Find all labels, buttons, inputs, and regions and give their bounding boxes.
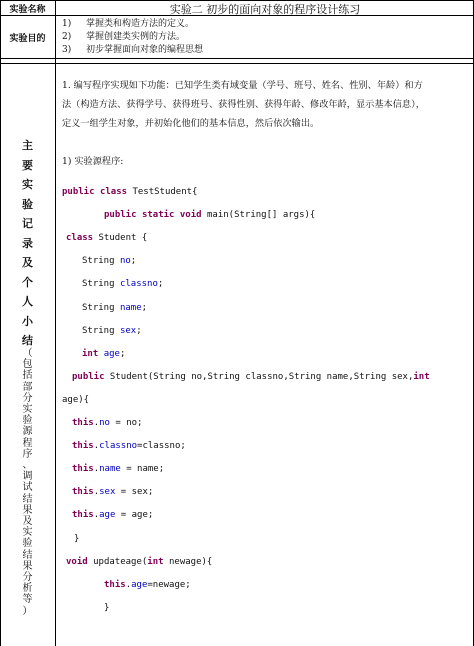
record-label-char: 验 bbox=[22, 197, 33, 211]
code-line bbox=[104, 603, 109, 613]
record-label-char: 及 bbox=[22, 256, 33, 269]
aim-text: 掌握类和构造方法的定义。 bbox=[86, 19, 195, 29]
aim-item bbox=[62, 16, 194, 29]
code-text: = sex; bbox=[115, 487, 154, 498]
code-line bbox=[72, 464, 164, 474]
code-line bbox=[72, 372, 430, 382]
code-field: name bbox=[99, 464, 121, 475]
code-keyword: int bbox=[413, 371, 430, 382]
record-note-char: 实 bbox=[22, 404, 33, 416]
record-note-char: 部 bbox=[22, 381, 33, 393]
code-text: = name; bbox=[120, 464, 165, 475]
table-row-divider bbox=[0, 63, 474, 64]
code-text: ; bbox=[130, 256, 137, 267]
record-label-char: 录 bbox=[22, 236, 33, 250]
code-field: classno bbox=[119, 279, 158, 290]
code-text: } bbox=[104, 602, 110, 613]
code-keyword: void bbox=[66, 556, 88, 567]
code-text: . bbox=[93, 441, 100, 452]
record-note-char: 序 bbox=[22, 448, 33, 460]
record-note-char: ） bbox=[22, 605, 33, 617]
code-line bbox=[104, 580, 191, 590]
aim-item bbox=[62, 29, 185, 42]
record-note-char: 源 bbox=[22, 426, 33, 438]
code-line bbox=[62, 395, 89, 405]
code-text: newage){ bbox=[163, 556, 213, 567]
code-text: . bbox=[93, 464, 100, 475]
code-field: classno bbox=[99, 441, 138, 452]
experiment-name-label: 实验名称 bbox=[9, 5, 46, 15]
code-line bbox=[62, 187, 197, 197]
code-text: Student(String no,String classno,String name,String sex, bbox=[104, 371, 414, 382]
record-note-char: 程 bbox=[22, 437, 33, 449]
record-label-char: 实 bbox=[22, 178, 33, 191]
experiment-title: 实验二 初步的面向对象的程序设计练习 bbox=[169, 3, 361, 16]
code-keyword: this bbox=[104, 579, 126, 590]
record-note-char: 析 bbox=[22, 583, 33, 595]
code-line bbox=[66, 233, 147, 243]
code-line bbox=[66, 557, 212, 567]
code-text: . bbox=[125, 579, 132, 590]
code-text: String bbox=[82, 279, 120, 290]
task-description bbox=[62, 76, 466, 133]
record-note-char: 、 bbox=[22, 460, 33, 472]
record-note-char: 等 bbox=[22, 594, 33, 606]
record-label bbox=[0, 136, 55, 351]
aim-number: 3) bbox=[62, 45, 72, 55]
record-note-char: 结 bbox=[22, 493, 33, 505]
record-note-char: 分 bbox=[22, 392, 33, 404]
code-line bbox=[82, 349, 125, 359]
code-field: age bbox=[131, 579, 148, 590]
task-line: 法（构造方法、获得学号、获得班号、获得性别、获得年龄、修改年龄，显示基本信息）， bbox=[62, 99, 425, 110]
record-label-char: 要 bbox=[22, 158, 33, 172]
code-text: =newage; bbox=[147, 579, 191, 590]
experiment-aim-label: 实验目的 bbox=[9, 34, 46, 44]
code-line bbox=[72, 510, 153, 520]
task-line: 定义一组学生对象，并初始化他们的基本信息，然后依次输出。 bbox=[62, 118, 320, 129]
code-text: ; bbox=[157, 279, 164, 290]
record-label-char: 小 bbox=[22, 314, 33, 328]
code-text: String bbox=[82, 325, 120, 336]
code-keyword: public bbox=[104, 210, 137, 221]
task-line: 1. 编写程序实现如下功能：已知学生类有域变量（学号、班号、姓名、性别、年龄）和方 bbox=[62, 80, 423, 91]
record-note-label bbox=[0, 348, 55, 617]
code-keyword: this bbox=[72, 418, 94, 428]
record-note-char: 实 bbox=[22, 527, 33, 539]
record-note-char: 调 bbox=[22, 471, 33, 483]
aim-text: 初步掌握面向对象的编程思想 bbox=[86, 45, 204, 55]
code-keyword: this bbox=[72, 510, 94, 521]
record-note-char: （ bbox=[22, 348, 33, 359]
record-note-char: 包 bbox=[22, 359, 33, 371]
code-line bbox=[72, 441, 186, 451]
code-text: . bbox=[93, 487, 100, 498]
code-keyword: public bbox=[62, 187, 95, 197]
code-text: } bbox=[74, 533, 80, 544]
code-text: Student { bbox=[93, 233, 148, 244]
code-field: no bbox=[119, 256, 131, 267]
code-text: TestStudent{ bbox=[127, 187, 198, 197]
code-text: updateage( bbox=[87, 556, 148, 567]
code-keyword: class bbox=[66, 233, 94, 244]
code-keyword: this bbox=[72, 464, 94, 475]
record-note-char: 分 bbox=[22, 572, 33, 584]
code-line bbox=[104, 210, 315, 220]
record-note-char: 验 bbox=[22, 415, 33, 427]
code-field: age bbox=[103, 348, 120, 359]
code-text: . bbox=[93, 418, 100, 428]
code-keyword: this bbox=[72, 441, 94, 452]
record-note-char: 结 bbox=[22, 549, 33, 561]
code-text: age){ bbox=[62, 394, 90, 405]
table-row-divider bbox=[0, 58, 474, 59]
code-text: ; bbox=[119, 348, 126, 359]
record-note-char: 果 bbox=[22, 560, 33, 572]
code-keyword: int bbox=[147, 556, 164, 567]
table-column-divider bbox=[55, 0, 56, 646]
code-text: = no; bbox=[109, 418, 143, 428]
code-text: ; bbox=[136, 325, 142, 336]
code-field: age bbox=[99, 510, 116, 521]
code-line bbox=[82, 326, 142, 336]
code-keyword: int bbox=[82, 348, 99, 359]
record-label-char: 个 bbox=[22, 275, 33, 289]
aim-number: 2) bbox=[62, 32, 72, 42]
record-note-char: 验 bbox=[22, 538, 33, 550]
source-heading: 1) 实验源程序: bbox=[62, 156, 124, 167]
aim-item bbox=[62, 42, 203, 55]
code-text: . bbox=[93, 510, 100, 521]
record-note-char: 及 bbox=[22, 516, 33, 528]
code-line bbox=[72, 487, 153, 497]
aim-text: 掌握创建类实例的方法。 bbox=[86, 32, 186, 42]
code-keyword: static bbox=[141, 210, 175, 221]
code-text: String bbox=[82, 256, 120, 267]
code-field: sex bbox=[99, 487, 116, 498]
code-field: sex bbox=[119, 325, 137, 336]
code-keyword: public bbox=[72, 371, 105, 382]
record-note-char: 果 bbox=[22, 504, 33, 516]
code-keyword: this bbox=[72, 487, 94, 498]
code-text: main(String[] args){ bbox=[201, 210, 316, 221]
record-label-char: 主 bbox=[22, 139, 33, 152]
code-text: = age; bbox=[115, 510, 154, 521]
record-note-char: 试 bbox=[22, 482, 33, 494]
code-line bbox=[82, 303, 147, 313]
code-keyword: class bbox=[99, 187, 128, 197]
code-line bbox=[74, 534, 79, 544]
code-line bbox=[82, 256, 136, 266]
code-text: =classno; bbox=[137, 441, 186, 452]
record-label-char: 结 bbox=[22, 334, 33, 347]
code-keyword: void bbox=[179, 210, 202, 221]
record-note-char: 括 bbox=[22, 370, 33, 382]
code-line bbox=[82, 279, 163, 289]
aim-number: 1) bbox=[62, 19, 72, 29]
record-label-char: 人 bbox=[22, 295, 33, 308]
code-text: String bbox=[82, 302, 120, 313]
code-field: name bbox=[119, 302, 142, 313]
code-field: no bbox=[99, 418, 110, 428]
record-label-char: 记 bbox=[22, 217, 33, 230]
code-text: ; bbox=[141, 302, 148, 313]
code-line bbox=[72, 418, 142, 428]
